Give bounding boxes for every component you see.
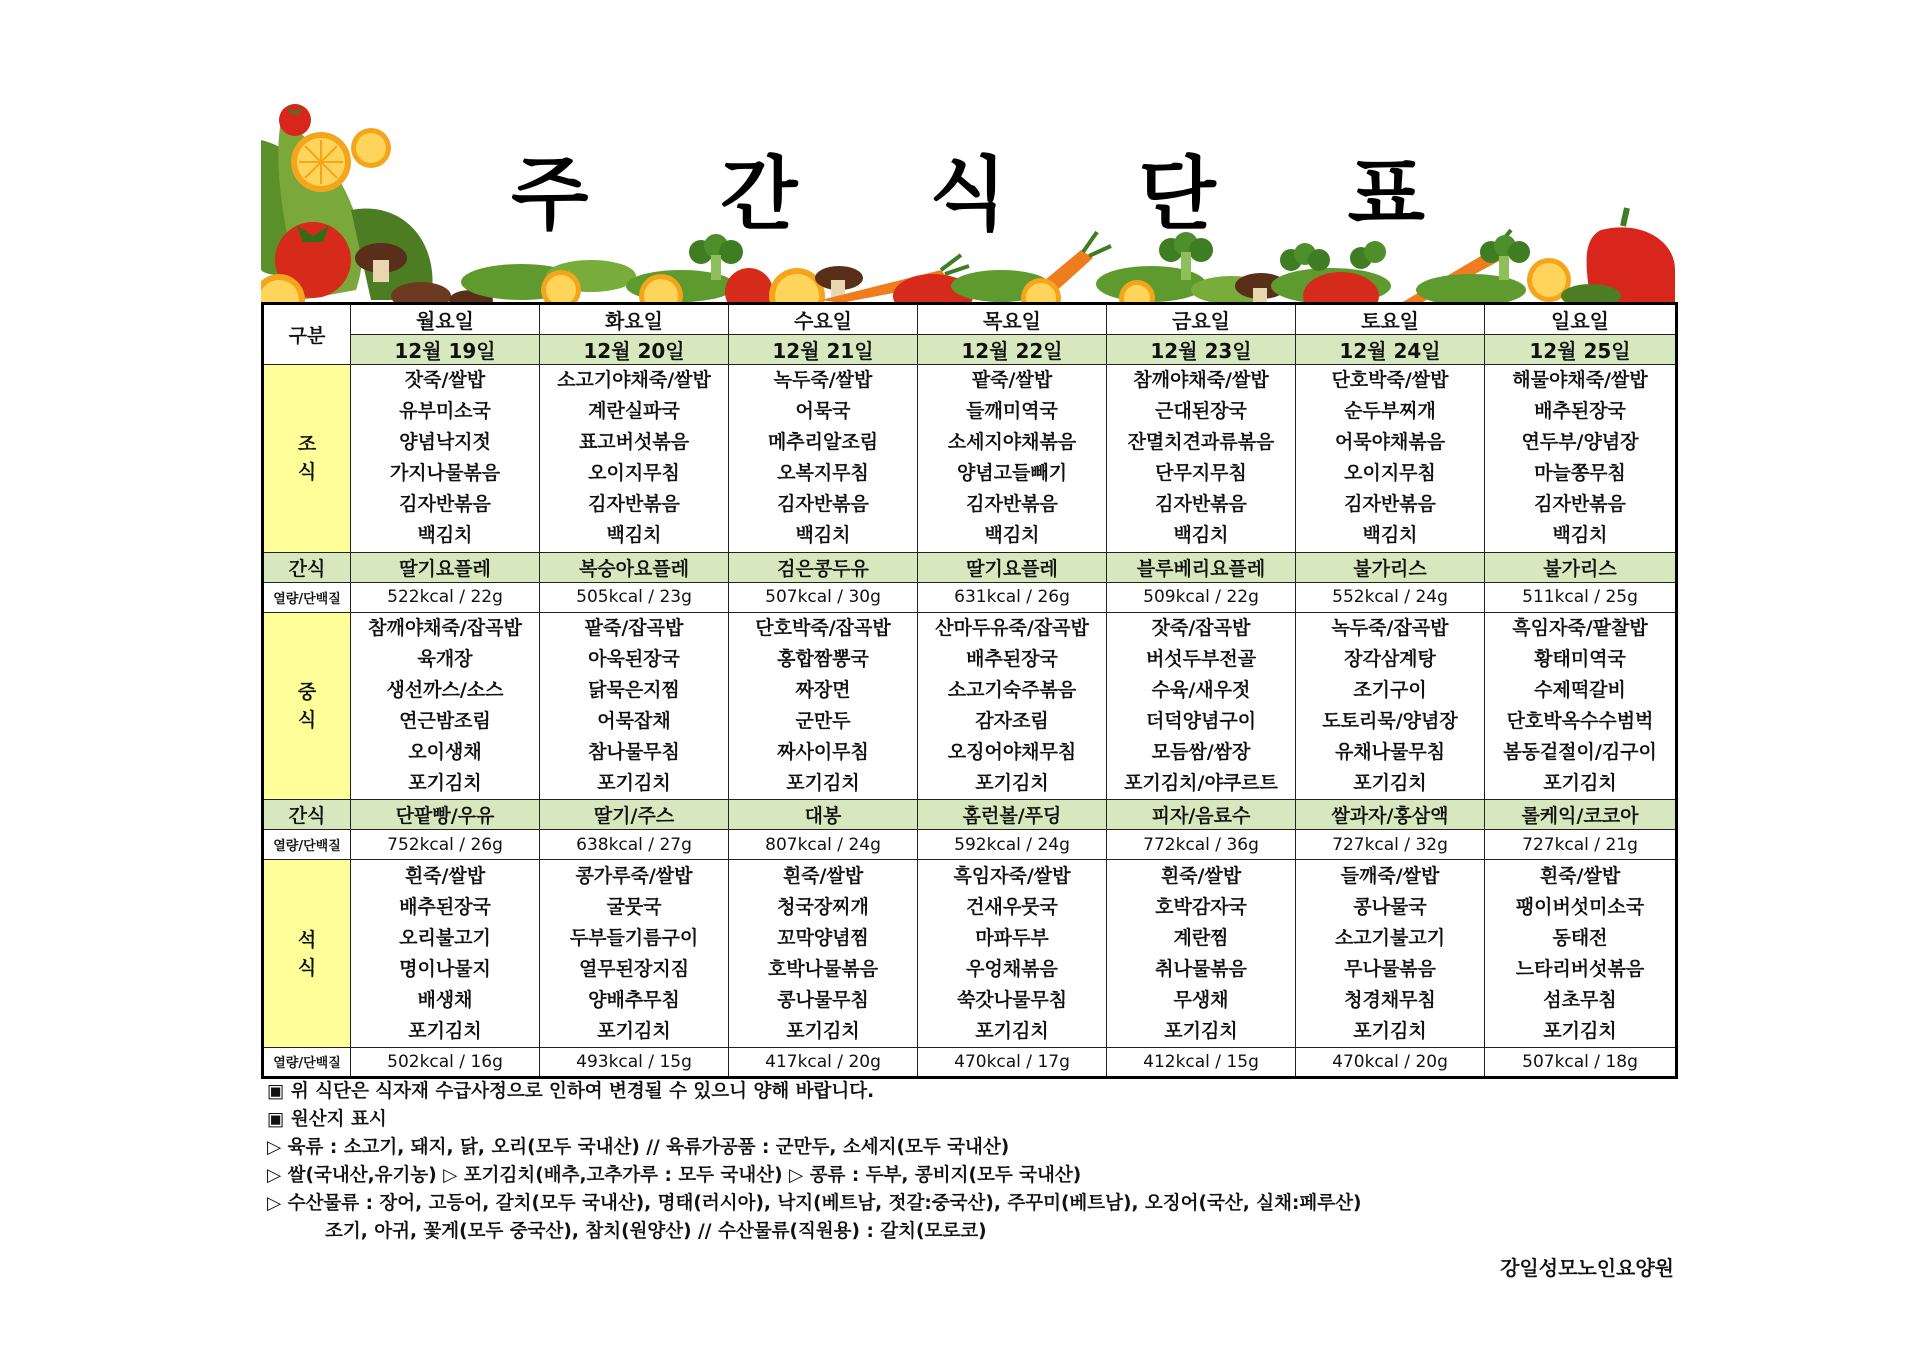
- menu-item: 두부들기름구이: [569, 926, 699, 949]
- dinner-menu-cell: [729, 860, 918, 1047]
- dinner-nutrition-cell: 417kcal / 20g: [729, 1047, 918, 1077]
- menu-item: 계란찜: [1173, 926, 1229, 949]
- menu-item: 어묵야채볶음: [1334, 431, 1446, 454]
- menu-item: 들깨죽/쌀밥: [1340, 864, 1440, 887]
- menu-item: 장각삼계탕: [1344, 647, 1436, 670]
- note-line: ▷ 수산물류 : 장어, 고등어, 갈치(모두 국내산), 명태(러시아), 낙지(베트남, 젓갈:중국산), 주꾸미(베트남), 오징어(국산, 실채:페루산): [267, 1193, 1362, 1214]
- menu-item: 포기김치: [786, 771, 860, 794]
- note-line: ▣ 원산지 표시: [267, 1109, 387, 1130]
- menu-item: 양념낙지젓: [399, 431, 491, 454]
- menu-item: 콩나물국: [1353, 895, 1427, 918]
- notes-section: [267, 1078, 1467, 1246]
- date-header: 12월 23일: [1107, 335, 1296, 365]
- dinner-nutrition-cell: 470kcal / 17g: [918, 1047, 1107, 1077]
- menu-item: 소고기숙주볶음: [947, 678, 1077, 701]
- menu-item: 메추리알조림: [767, 431, 879, 454]
- menu-item: 배생채: [417, 988, 473, 1011]
- menu-item: 짜장면: [795, 678, 851, 701]
- breakfast-menu-cell: [918, 365, 1107, 552]
- menu-item: 아욱된장국: [588, 647, 680, 670]
- menu-item: 참깨야채죽/쌀밥: [1133, 369, 1269, 392]
- menu-item: 김자반볶음: [1344, 493, 1436, 516]
- morning-snack-cell: 블루베리요플레: [1107, 552, 1296, 582]
- menu-item: 오복지무침: [777, 462, 869, 485]
- afternoon-snack-cell: 홈런볼/푸딩: [918, 800, 1107, 830]
- morning-snack-cell: 불가리스: [1485, 552, 1677, 582]
- menu-item: 양배추무침: [588, 988, 680, 1011]
- lunch-nutrition-cell: 727kcal / 21g: [1485, 830, 1677, 860]
- menu-item: 콩나물무침: [777, 988, 869, 1011]
- menu-item: 참나물무침: [588, 740, 680, 763]
- menu-item: 꼬막양념찜: [777, 926, 869, 949]
- menu-item: 포기김치: [1353, 1019, 1427, 1042]
- menu-item: 오이지무침: [1344, 462, 1436, 485]
- breakfast-label-char: 식: [297, 461, 317, 484]
- menu-item: 명이나물지: [399, 957, 491, 980]
- day-header: 금요일: [1107, 304, 1296, 335]
- menu-item: 생선까스/소스: [386, 678, 504, 701]
- menu-item: 포기김치: [408, 1019, 482, 1042]
- date-header: 12월 25일: [1485, 335, 1677, 365]
- menu-item: 오징어야채무침: [947, 740, 1077, 763]
- breakfast-nutrition-cell: 522kcal / 22g: [351, 582, 540, 612]
- date-header: 12월 20일: [540, 335, 729, 365]
- menu-item: 감자조림: [975, 709, 1049, 732]
- menu-item: 취나물볶음: [1155, 957, 1247, 980]
- menu-item: 마파두부: [975, 926, 1049, 949]
- note-line: ▷ 쌀(국내산,유기농) ▷ 포기김치(배추,고추가루 : 모두 국내산) ▷ 콩류 : 두부, 콩비지(모두 국내산): [267, 1165, 1082, 1186]
- page-title: 주 간 식 단 표: [511, 148, 1477, 241]
- leaf-icon: [461, 260, 736, 302]
- dinner-menu-cell: [351, 860, 540, 1047]
- menu-item: 포기김치: [975, 1019, 1049, 1042]
- vegetable-header-banner: [261, 100, 1675, 303]
- lunch-nutrition-cell: 752kcal / 26g: [351, 830, 540, 860]
- lunch-menu-cell: [540, 612, 729, 799]
- menu-item: 군만두: [795, 709, 851, 732]
- breakfast-nutrition-cell: 505kcal / 23g: [540, 582, 729, 612]
- organization-name: 강일성모노인요양원: [1500, 1256, 1674, 1280]
- menu-item: 포기김치: [786, 1019, 860, 1042]
- breakfast-menu-cell: [351, 365, 540, 552]
- day-header: 월요일: [351, 304, 540, 335]
- menu-item: 소고기야채죽/쌀밥: [557, 369, 711, 392]
- morning-snack-cell: 복숭아요플레: [540, 552, 729, 582]
- menu-item: 녹두죽/쌀밥: [773, 369, 873, 392]
- menu-item: 오이생채: [408, 740, 482, 763]
- menu-item: 건새우뭇국: [966, 895, 1058, 918]
- breakfast-menu-cell: [1107, 365, 1296, 552]
- day-header: 수요일: [729, 304, 918, 335]
- note-line: ▣ 위 식단은 식자재 수급사정으로 인하여 변경될 수 있으니 양해 바랍니다.: [267, 1081, 875, 1102]
- lunch-label-char: 식: [297, 708, 317, 731]
- lunch-nutrition-cell: 592kcal / 24g: [918, 830, 1107, 860]
- breakfast-nutrition-cell: 631kcal / 26g: [918, 582, 1107, 612]
- morning-snack-cell: 딸기요플레: [918, 552, 1107, 582]
- menu-item: 굴뭇국: [606, 895, 662, 918]
- menu-item: 쑥갓나물무침: [956, 988, 1068, 1011]
- menu-item: 김자반볶음: [588, 493, 680, 516]
- morning-snack-label: 간식: [263, 552, 351, 582]
- menu-item: 단호박옥수수범벅: [1506, 709, 1654, 732]
- menu-item: 배추된장국: [966, 647, 1058, 670]
- menu-item: 느타리버섯볶음: [1515, 957, 1645, 980]
- menu-item: 참깨야채죽/잡곡밥: [368, 616, 522, 639]
- menu-item: 흰죽/쌀밥: [782, 864, 864, 887]
- menu-item: 버섯두부전골: [1145, 647, 1257, 670]
- lunch-nutrition-cell: 727kcal / 32g: [1296, 830, 1485, 860]
- menu-item: 포기김치: [1164, 1019, 1238, 1042]
- breakfast-nutrition-cell: 507kcal / 30g: [729, 582, 918, 612]
- menu-item: 봄동겉절이/김구이: [1503, 740, 1657, 763]
- menu-item: 마늘쫑무침: [1534, 462, 1626, 485]
- date-header: 12월 21일: [729, 335, 918, 365]
- menu-item: 해물야채죽/쌀밥: [1512, 369, 1648, 392]
- menu-item: 포기김치/야쿠르트: [1124, 771, 1278, 794]
- breakfast-menu-cell: [1485, 365, 1677, 552]
- menu-item: 산마두유죽/잡곡밥: [935, 616, 1089, 639]
- menu-item: 청국장찌개: [777, 895, 869, 918]
- menu-item: 잣죽/쌀밥: [404, 369, 486, 392]
- menu-item: 도토리묵/양념장: [1322, 709, 1458, 732]
- breakfast-menu-cell: [540, 365, 729, 552]
- menu-item: 양념고들빼기: [956, 462, 1068, 485]
- menu-item: 백김치: [1362, 524, 1418, 547]
- afternoon-snack-cell: 단팥빵/우유: [351, 800, 540, 830]
- menu-item: 모듬쌈/쌈장: [1151, 740, 1251, 763]
- afternoon-snack-label: 간식: [263, 800, 351, 830]
- menu-item: 포기김치: [408, 771, 482, 794]
- menu-item: 수제떡갈비: [1534, 678, 1626, 701]
- lunch-nutrition-cell: 807kcal / 24g: [729, 830, 918, 860]
- menu-item: 오이지무침: [588, 462, 680, 485]
- dinner-nutrition-cell: 507kcal / 18g: [1485, 1047, 1677, 1077]
- breakfast-label-char: 조: [297, 433, 317, 456]
- menu-item: 김자반볶음: [966, 493, 1058, 516]
- tomato-icon: [725, 268, 773, 303]
- menu-item: 연두부/양념장: [1521, 431, 1639, 454]
- dinner-nutrition-cell: 412kcal / 15g: [1107, 1047, 1296, 1077]
- breakfast-nutrition-label: 열량/단백질: [263, 582, 351, 612]
- afternoon-snack-cell: 피자/음료수: [1107, 800, 1296, 830]
- orange-slice-icon: [769, 268, 825, 303]
- menu-item: 백김치: [606, 524, 662, 547]
- menu-item: 포기김치: [1543, 771, 1617, 794]
- menu-item: 유부미소국: [399, 400, 491, 423]
- dinner-menu-cell: [1107, 860, 1296, 1047]
- lunch-menu-cell: [351, 612, 540, 799]
- menu-item: 조기구이: [1353, 678, 1427, 701]
- menu-item: 포기김치: [597, 1019, 671, 1042]
- lunch-label-char: 중: [297, 680, 317, 703]
- menu-item: 표고버섯볶음: [578, 431, 690, 454]
- breakfast-menu-cell: [729, 365, 918, 552]
- day-header: 목요일: [918, 304, 1107, 335]
- lunch-nutrition-label: 열량/단백질: [263, 830, 351, 860]
- menu-item: 팥죽/쌀밥: [971, 369, 1053, 392]
- menu-item: 김자반볶음: [1155, 493, 1247, 516]
- menu-item: 호박감자국: [1155, 895, 1247, 918]
- menu-item: 소고기불고기: [1334, 926, 1446, 949]
- menu-item: 흰죽/쌀밥: [1160, 864, 1242, 887]
- weekly-menu-table: [261, 302, 1678, 1079]
- menu-item: 팽이버섯미소국: [1515, 895, 1645, 918]
- lunch-menu-cell: [918, 612, 1107, 799]
- morning-snack-cell: 검은콩두유: [729, 552, 918, 582]
- menu-item: 흰죽/쌀밥: [1539, 864, 1621, 887]
- dinner-nutrition-label: 열량/단백질: [263, 1047, 351, 1077]
- menu-item: 더덕양념구이: [1145, 709, 1257, 732]
- date-header: 12월 19일: [351, 335, 540, 365]
- category-header: 구분: [263, 304, 351, 365]
- menu-item: 섬초무침: [1543, 988, 1617, 1011]
- lunch-nutrition-cell: 638kcal / 27g: [540, 830, 729, 860]
- lunch-label: [263, 612, 351, 799]
- menu-item: 김자반볶음: [399, 493, 491, 516]
- dinner-menu-cell: [918, 860, 1107, 1047]
- dinner-menu-cell: [1296, 860, 1485, 1047]
- dinner-menu-cell: [540, 860, 729, 1047]
- menu-item: 근대된장국: [1155, 400, 1247, 423]
- menu-item: 흰죽/쌀밥: [404, 864, 486, 887]
- menu-item: 육개장: [417, 647, 473, 670]
- menu-item: 소세지야채볶음: [947, 431, 1077, 454]
- menu-item: 팥죽/잡곡밥: [584, 616, 684, 639]
- afternoon-snack-cell: 대봉: [729, 800, 918, 830]
- dinner-menu-cell: [1485, 860, 1677, 1047]
- lunch-menu-cell: [1485, 612, 1677, 799]
- menu-item: 들깨미역국: [966, 400, 1058, 423]
- breakfast-label: [263, 365, 351, 552]
- menu-item: 포기김치: [1543, 1019, 1617, 1042]
- menu-item: 닭묵은지찜: [588, 678, 680, 701]
- menu-item: 홍합짬뽕국: [777, 647, 869, 670]
- menu-item: 포기김치: [975, 771, 1049, 794]
- lunch-nutrition-cell: 772kcal / 36g: [1107, 830, 1296, 860]
- dinner-nutrition-cell: 502kcal / 16g: [351, 1047, 540, 1077]
- menu-item: 오리불고기: [399, 926, 491, 949]
- menu-item: 콩가루죽/쌀밥: [575, 864, 693, 887]
- menu-item: 배추된장국: [399, 895, 491, 918]
- menu-item: 황태미역국: [1534, 647, 1626, 670]
- menu-item: 백김치: [1173, 524, 1229, 547]
- menu-item: 순두부찌개: [1344, 400, 1436, 423]
- menu-item: 가지나물볶음: [389, 462, 501, 485]
- menu-item: 어묵잡채: [597, 709, 671, 732]
- menu-item: 잔멸치견과류볶음: [1127, 431, 1275, 454]
- lunch-menu-cell: [1296, 612, 1485, 799]
- menu-item: 단무지무침: [1155, 462, 1247, 485]
- menu-item: 무생채: [1173, 988, 1229, 1011]
- morning-snack-cell: 불가리스: [1296, 552, 1485, 582]
- menu-item: 배추된장국: [1534, 400, 1626, 423]
- note-line: ▷ 육류 : 소고기, 돼지, 닭, 오리(모두 국내산) // 육류가공품 : 군만두, 소세지(모두 국내산): [267, 1137, 1010, 1158]
- morning-snack-cell: 딸기요플레: [351, 552, 540, 582]
- day-header: 화요일: [540, 304, 729, 335]
- menu-item: 흑임자죽/팥찰밥: [1512, 616, 1648, 639]
- menu-item: 무나물볶음: [1344, 957, 1436, 980]
- lunch-menu-cell: [729, 612, 918, 799]
- day-header: 토요일: [1296, 304, 1485, 335]
- menu-item: 청경채무침: [1344, 988, 1436, 1011]
- lunch-menu-cell: [1107, 612, 1296, 799]
- day-header: 일요일: [1485, 304, 1677, 335]
- menu-item: 흑임자죽/쌀밥: [953, 864, 1071, 887]
- afternoon-snack-cell: 롤케익/코코아: [1485, 800, 1677, 830]
- menu-item: 어묵국: [795, 400, 851, 423]
- breakfast-nutrition-cell: 511kcal / 25g: [1485, 582, 1677, 612]
- menu-item: 백김치: [795, 524, 851, 547]
- breakfast-nutrition-cell: 552kcal / 24g: [1296, 582, 1485, 612]
- dinner-label: [263, 860, 351, 1047]
- dinner-nutrition-cell: 470kcal / 20g: [1296, 1047, 1485, 1077]
- leaf-icon: [1416, 274, 1526, 303]
- afternoon-snack-cell: 쌀과자/홍삼액: [1296, 800, 1485, 830]
- menu-item: 백김치: [984, 524, 1040, 547]
- menu-item: 단호박죽/쌀밥: [1331, 369, 1449, 392]
- menu-item: 김자반볶음: [777, 493, 869, 516]
- menu-item: 열무된장지짐: [578, 957, 690, 980]
- date-header: 12월 24일: [1296, 335, 1485, 365]
- menu-item: 김자반볶음: [1534, 493, 1626, 516]
- menu-item: 백김치: [417, 524, 473, 547]
- menu-item: 수육/새우젓: [1151, 678, 1251, 701]
- menu-item: 포기김치: [1353, 771, 1427, 794]
- menu-item: 유채나물무침: [1334, 740, 1446, 763]
- menu-item: 우엉채볶음: [966, 957, 1058, 980]
- menu-item: 계란실파국: [588, 400, 680, 423]
- menu-item: 연근밤조림: [399, 709, 491, 732]
- menu-item: 동태전: [1552, 926, 1608, 949]
- breakfast-nutrition-cell: 509kcal / 22g: [1107, 582, 1296, 612]
- menu-item: 녹두죽/잡곡밥: [1331, 616, 1449, 639]
- breakfast-menu-cell: [1296, 365, 1485, 552]
- menu-item: 짜사이무침: [777, 740, 869, 763]
- menu-item: 백김치: [1552, 524, 1608, 547]
- afternoon-snack-cell: 딸기/주스: [540, 800, 729, 830]
- menu-item: 잣죽/잡곡밥: [1151, 616, 1251, 639]
- menu-item: 포기김치: [597, 771, 671, 794]
- dinner-label-char: 식: [297, 956, 317, 979]
- broccoli-icon: [1280, 241, 1386, 271]
- date-header: 12월 22일: [918, 335, 1107, 365]
- dinner-label-char: 석: [297, 928, 317, 951]
- menu-item: 호박나물볶음: [767, 957, 879, 980]
- menu-item: 단호박죽/잡곡밥: [755, 616, 891, 639]
- note-line: 조기, 아귀, 꽃게(모두 중국산), 참치(원양산) // 수산물류(직원용) : 갈치(모로코): [325, 1221, 987, 1242]
- dinner-nutrition-cell: 493kcal / 15g: [540, 1047, 729, 1077]
